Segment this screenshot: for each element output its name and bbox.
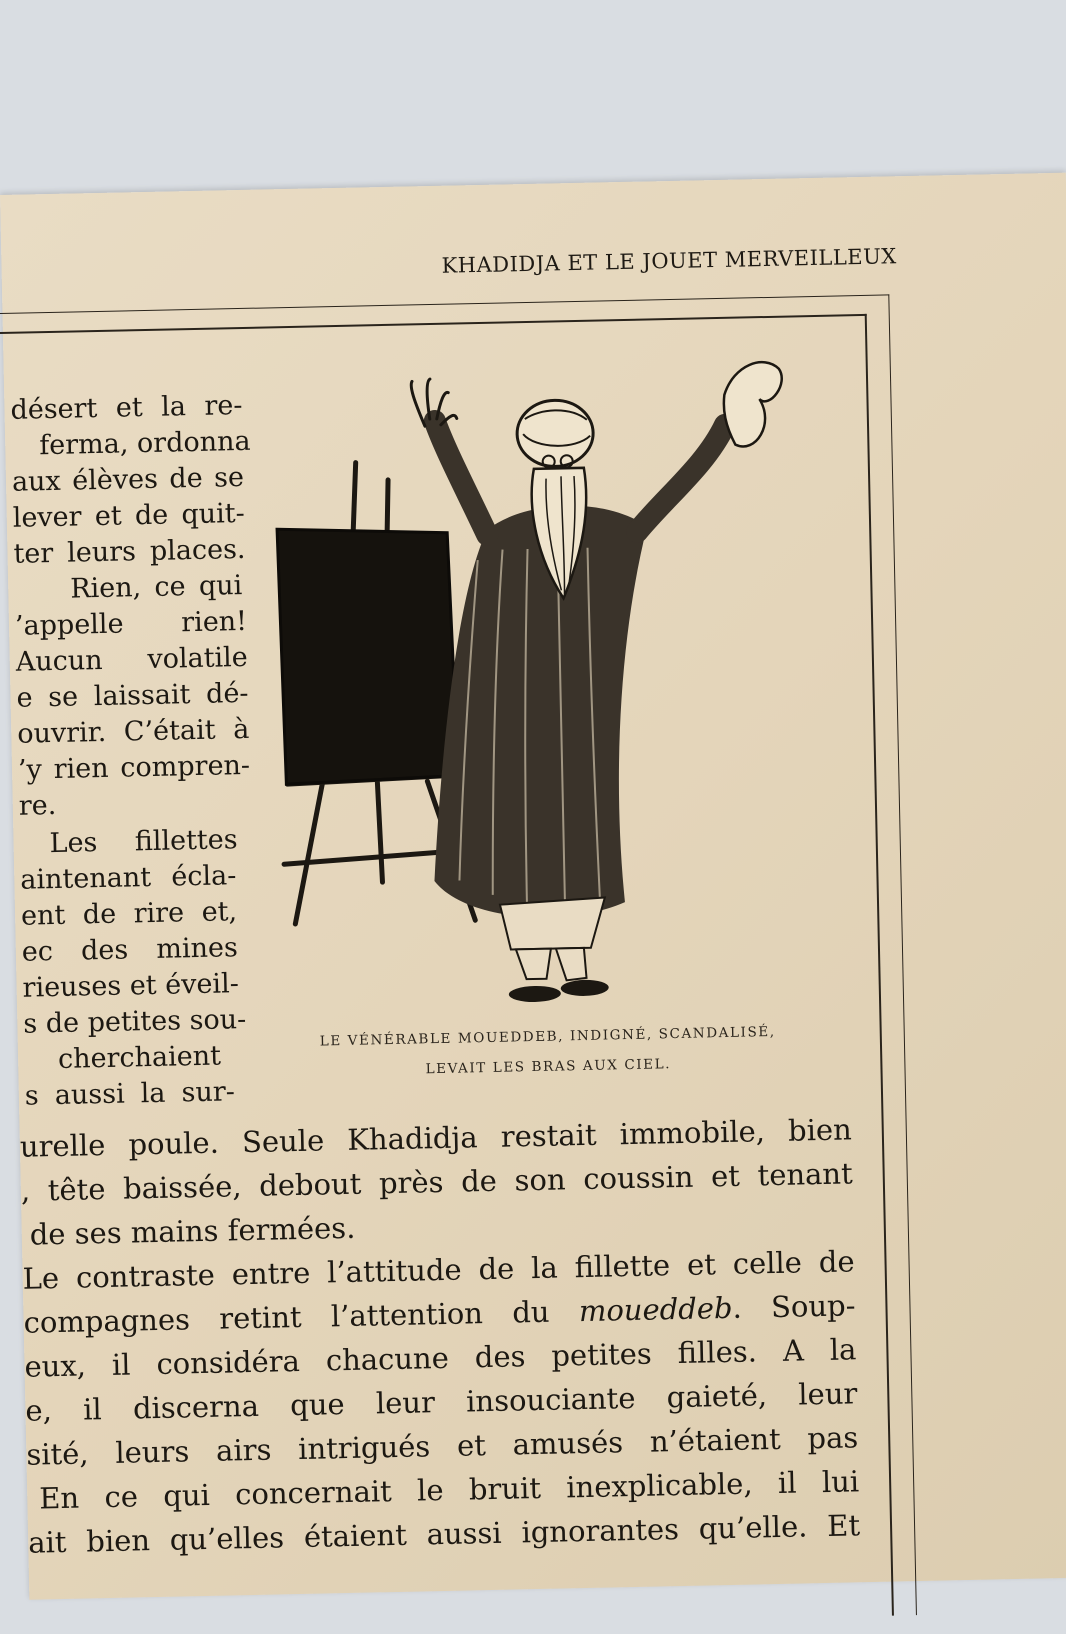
column-line: Les fillettes: [49, 824, 238, 860]
column-line: ’appelle rien!: [14, 605, 248, 642]
caption-line: LEVAIT LES BRAS AUX CIEL.: [425, 1056, 672, 1078]
column-line: Rien, ce qui: [69, 570, 243, 605]
column-line: e se laissait dé-: [16, 677, 249, 714]
body-line: , tête baissée, debout près de son coussin et tenant: [20, 1156, 854, 1208]
column-line: ouvrir. C’était à: [16, 713, 250, 750]
column-line: aintenant écla-: [20, 860, 237, 896]
kerchief: [723, 362, 783, 447]
column-line: désert et la re-: [10, 389, 243, 426]
column-line: re.: [18, 789, 57, 822]
column-line: s aussi la sur-: [24, 1076, 236, 1112]
body-line: ait bien qu’elles étaient aussi ignorantes qu’elle. Et: [27, 1508, 861, 1560]
column-line: ter leurs places.: [13, 533, 246, 570]
column-line: ferma, ordonna: [38, 425, 251, 462]
running-head: KHADIDJA ET LE JOUET MERVEILLEUX: [441, 244, 897, 278]
column-line: ’y rien compren-: [17, 749, 251, 786]
book-page: [0, 173, 1066, 1600]
body-line: Le contraste entre l’attitude de la fillette et celle de: [22, 1244, 855, 1296]
column-line: lever et de quit-: [12, 497, 246, 534]
body-line: urelle poule. Seule Khadidja restait immobile, bien: [19, 1112, 853, 1164]
column-line: s de petites sou-: [23, 1004, 247, 1040]
caption-line: LE VÉNÉRABLE MOUEDDEB, INDIGNÉ, SCANDALISÉ,: [319, 1023, 776, 1050]
moueddeb-illustration: [254, 353, 828, 1025]
column-line: ec des mines: [21, 932, 239, 968]
body-line: compagnes retint l’attention du moueddeb. Soup-: [23, 1288, 856, 1340]
column-line: aux élèves de se: [11, 461, 245, 498]
blackboard: [277, 526, 458, 785]
body-line: e, il discerna que leur insouciante gaieté, leur: [25, 1376, 858, 1428]
column-line: rieuses et éveil-: [22, 968, 240, 1004]
body-line: sité, leurs airs intrigués et amusés n’étaient pas: [26, 1420, 859, 1472]
body-line: En ce qui concernait le bruit inexplicable, il lui: [38, 1464, 860, 1516]
column-line: Aucun volatile: [15, 641, 249, 678]
column-line: ent de rire et,: [20, 896, 238, 932]
body-line: eux, il considéra chacune des petites filles. A la: [24, 1332, 857, 1384]
body-line: de ses mains fermées.: [29, 1210, 356, 1252]
column-line: cherchaient: [57, 1040, 222, 1075]
